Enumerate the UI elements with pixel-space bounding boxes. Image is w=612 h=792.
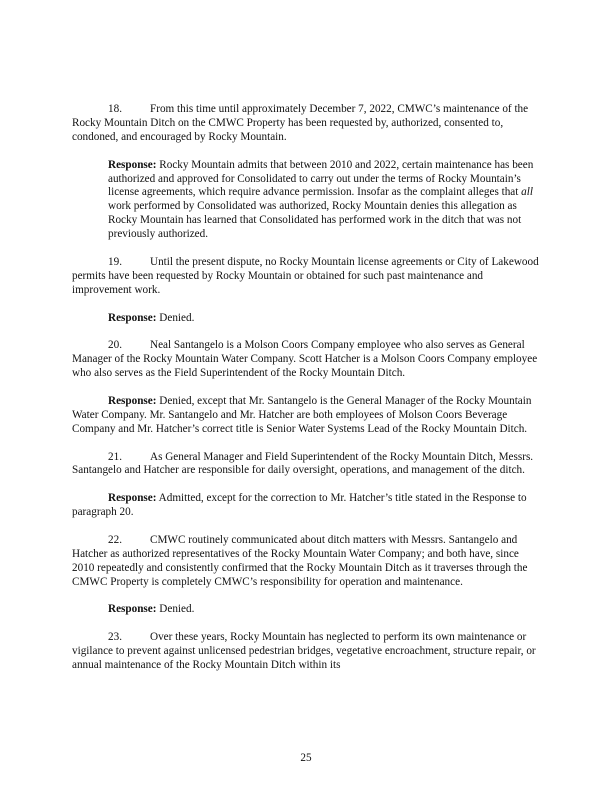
paragraph-text: As General Manager and Field Superintendent of the Rocky Mountain Ditch, Messrs. Santangelo and Hatcher are responsible for daily oversight, operations, and management of the ditch.	[72, 450, 534, 477]
response-18	[108, 159, 534, 242]
paragraph-text: Until the present dispute, no Rocky Mountain license agreements or City of Lakewood permits have been requested by Rocky Mountain or obtained for such past maintenance and improvement work.	[72, 255, 539, 296]
response-label: Response:	[108, 311, 157, 324]
response-label: Response:	[108, 603, 157, 616]
response-text: work performed by Consolidated was authorized, Rocky Mountain denies this allegation as Rocky Mountain has learned that Consolidated has performed work in the ditch that was not previously authorized.	[108, 200, 522, 241]
response-21	[72, 492, 542, 520]
document-page	[72, 103, 542, 687]
response-emphasis: all	[521, 186, 533, 199]
response-text: Rocky Mountain admits that between 2010 and 2022, certain maintenance has been authorized and approved for Consolidated to carry out under the terms of Rocky Mountain’s license agreements, which require advance permission. Insofar as the complaint alleges that	[108, 158, 534, 199]
paragraph-19	[72, 256, 542, 298]
paragraph-number: 23.	[108, 631, 122, 644]
response-label: Response:	[108, 492, 157, 505]
paragraph-number: 19.	[108, 255, 122, 268]
response-label: Response:	[108, 394, 157, 407]
paragraph-number: 18.	[108, 103, 122, 115]
paragraph-number: 21.	[108, 450, 122, 463]
response-19	[72, 312, 542, 326]
response-22	[72, 603, 542, 617]
paragraph-22	[72, 534, 542, 590]
page-number: 25	[300, 752, 312, 764]
paragraph-number: 20.	[108, 339, 122, 352]
paragraph-23	[72, 631, 542, 673]
paragraph-text: Over these years, Rocky Mountain has neglected to perform its own maintenance or vigilance to prevent against unlicensed pedestrian bridges, vegetative encroachment, structure repair, or annual maintenance of the Rocky Mountain Ditch within its	[72, 631, 536, 672]
paragraph-text: From this time until approximately December 7, 2022, CMWC’s maintenance of the Rocky Mountain Ditch on the CMWC Property has been requested by, authorized, consented to, condoned, and encouraged by Rocky Mountain.	[72, 103, 529, 143]
paragraph-20	[72, 339, 542, 381]
response-text: Denied.	[156, 603, 195, 616]
paragraph-21	[72, 451, 542, 479]
paragraph-text: CMWC routinely communicated about ditch matters with Messrs. Santangelo and Hatcher as authorized representatives of the Rocky Mountain Water Company; and both have, since 2010 repeatedly and consistently confirmed that the Rocky Mountain Ditch as it traverses through the CMWC Property is completely CMWC’s responsibility for operation and maintenance.	[72, 533, 528, 588]
paragraph-number: 22.	[108, 533, 122, 546]
response-20	[72, 395, 542, 437]
paragraph-18	[72, 103, 542, 145]
paragraph-text: Neal Santangelo is a Molson Coors Company employee who also serves as General Manager of the Rocky Mountain Water Company. Scott Hatcher is a Molson Coors Company employee who also serves as the Field Superintendent of the Rocky Mountain Ditch.	[72, 339, 538, 380]
response-text: Admitted, except for the correction to Mr. Hatcher’s title stated in the Response to paragraph 20.	[72, 492, 527, 519]
response-label: Response:	[108, 158, 157, 171]
response-text: Denied.	[156, 311, 195, 324]
response-text: Denied, except that Mr. Santangelo is the General Manager of the Rocky Mountain Water Company. Mr. Santangelo and Mr. Hatcher are both employees of Molson Coors Beverage Company and Mr. Hatcher’s correct title is Senior Water Systems Lead of the Rocky Mountain Ditch.	[72, 394, 532, 435]
